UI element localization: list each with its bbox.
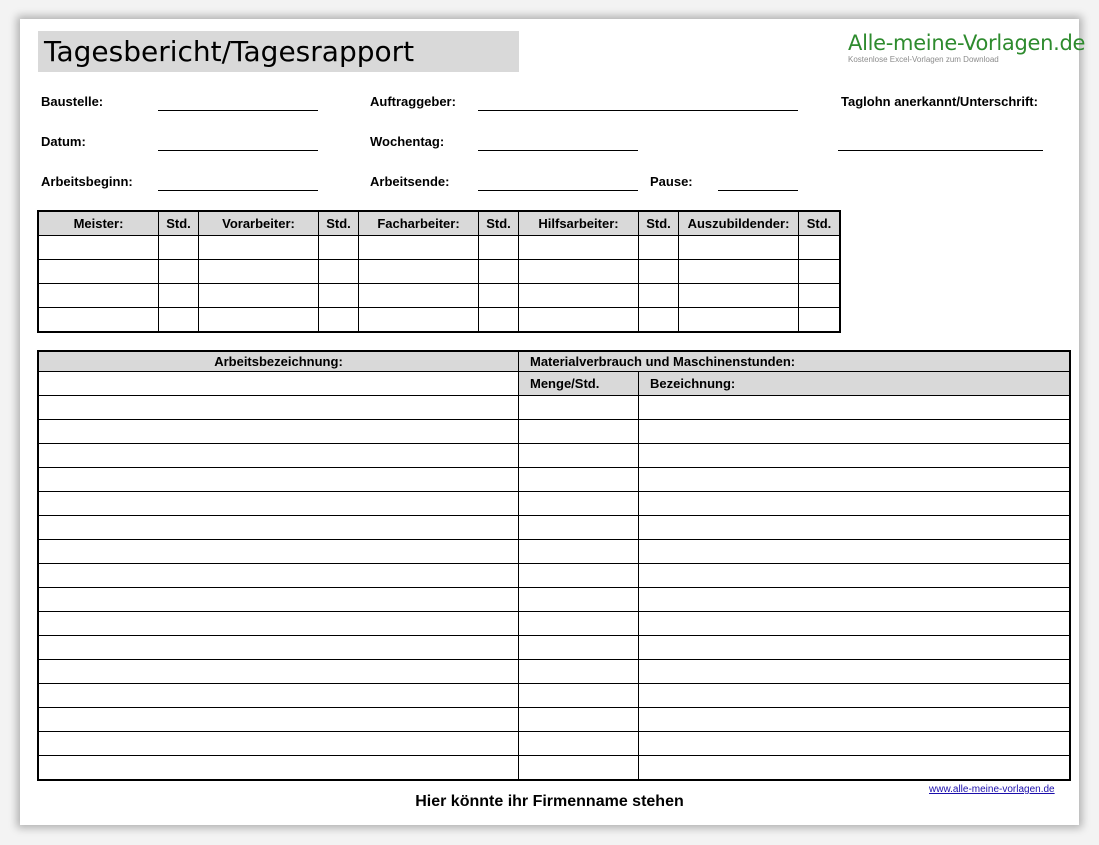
- work-cell[interactable]: [519, 732, 639, 756]
- staff-cell[interactable]: [319, 308, 359, 332]
- work-cell[interactable]: [39, 468, 519, 492]
- work-cell[interactable]: [639, 492, 1070, 516]
- staff-cell[interactable]: [39, 260, 159, 284]
- work-table: [38, 351, 1070, 780]
- work-cell[interactable]: [39, 444, 519, 468]
- work-cell[interactable]: [519, 612, 639, 636]
- pause-field[interactable]: [718, 190, 798, 191]
- work-cell[interactable]: [39, 420, 519, 444]
- work-cell[interactable]: [639, 540, 1070, 564]
- staff-cell[interactable]: [639, 260, 679, 284]
- work-row: [39, 636, 1070, 660]
- staff-header-cell: Hilfsarbeiter:: [519, 212, 639, 236]
- wochentag-field[interactable]: [478, 150, 638, 151]
- staff-cell[interactable]: [319, 260, 359, 284]
- staff-cell[interactable]: [319, 284, 359, 308]
- staff-header-row: [39, 212, 840, 236]
- staff-header-cell: Meister:: [39, 212, 159, 236]
- work-cell[interactable]: [519, 540, 639, 564]
- work-cell[interactable]: [39, 636, 519, 660]
- work-cell[interactable]: [519, 588, 639, 612]
- signature-field[interactable]: [838, 150, 1043, 151]
- staff-cell[interactable]: [639, 308, 679, 332]
- staff-cell[interactable]: [359, 308, 479, 332]
- work-row: [39, 660, 1070, 684]
- staff-cell[interactable]: [519, 308, 639, 332]
- work-row: [39, 468, 1070, 492]
- work-cell[interactable]: [519, 444, 639, 468]
- staff-row: [39, 260, 840, 284]
- work-row: [39, 540, 1070, 564]
- work-cell[interactable]: [639, 564, 1070, 588]
- datum-field[interactable]: [158, 150, 318, 151]
- staff-cell[interactable]: [359, 260, 479, 284]
- staff-cell[interactable]: [39, 308, 159, 332]
- work-cell[interactable]: [519, 420, 639, 444]
- staff-cell[interactable]: [679, 260, 799, 284]
- staff-cell[interactable]: [479, 236, 519, 260]
- staff-cell[interactable]: [39, 284, 159, 308]
- work-cell[interactable]: [39, 756, 519, 780]
- work-row: [39, 444, 1070, 468]
- staff-cell[interactable]: [799, 284, 840, 308]
- auftraggeber-label: Auftraggeber:: [370, 94, 456, 109]
- work-cell[interactable]: [639, 468, 1070, 492]
- work-cell[interactable]: [39, 588, 519, 612]
- work-cell[interactable]: [639, 660, 1070, 684]
- company-name: Hier könnte ihr Firmenname stehen: [415, 793, 684, 810]
- staff-header-cell: Std.: [159, 212, 199, 236]
- staff-cell[interactable]: [639, 284, 679, 308]
- staff-cell[interactable]: [199, 284, 319, 308]
- work-row: [39, 588, 1070, 612]
- staff-header-cell: Std.: [799, 212, 840, 236]
- baustelle-field[interactable]: [158, 110, 318, 111]
- staff-cell[interactable]: [679, 284, 799, 308]
- work-row: [39, 564, 1070, 588]
- work-cell[interactable]: [39, 660, 519, 684]
- work-cell[interactable]: [639, 516, 1070, 540]
- work-cell[interactable]: [639, 612, 1070, 636]
- work-cell[interactable]: [639, 756, 1070, 780]
- staff-cell[interactable]: [479, 260, 519, 284]
- work-cell[interactable]: [639, 708, 1070, 732]
- work-cell[interactable]: [519, 756, 639, 780]
- pause-label: Pause:: [650, 174, 693, 189]
- page-title: Tagesbericht/Tagesrapport: [44, 35, 415, 68]
- work-cell[interactable]: [39, 684, 519, 708]
- work-cell[interactable]: [39, 516, 519, 540]
- arbeitsbeginn-label: Arbeitsbeginn:: [41, 174, 133, 189]
- title-bar: [38, 31, 519, 72]
- staff-cell[interactable]: [199, 260, 319, 284]
- staff-cell[interactable]: [799, 260, 840, 284]
- brand-tagline: Kostenlose Excel-Vorlagen zum Download: [848, 55, 999, 64]
- work-description-cell[interactable]: [39, 372, 519, 396]
- work-cell[interactable]: [519, 492, 639, 516]
- work-row: [39, 492, 1070, 516]
- work-cell[interactable]: [39, 732, 519, 756]
- staff-cell[interactable]: [639, 236, 679, 260]
- staff-header-cell: Std.: [639, 212, 679, 236]
- staff-cell[interactable]: [519, 260, 639, 284]
- arbeitsbeginn-field[interactable]: [158, 190, 318, 191]
- work-cell[interactable]: [639, 732, 1070, 756]
- staff-cell[interactable]: [359, 236, 479, 260]
- work-cell[interactable]: [39, 540, 519, 564]
- work-cell[interactable]: [519, 468, 639, 492]
- work-cell[interactable]: [639, 420, 1070, 444]
- work-cell[interactable]: [639, 396, 1070, 420]
- work-cell[interactable]: [639, 444, 1070, 468]
- work-cell[interactable]: [519, 684, 639, 708]
- staff-cell[interactable]: [799, 236, 840, 260]
- staff-cell[interactable]: [519, 236, 639, 260]
- work-cell[interactable]: [39, 708, 519, 732]
- work-cell[interactable]: [39, 612, 519, 636]
- staff-cell[interactable]: [199, 236, 319, 260]
- wochentag-label: Wochentag:: [370, 134, 445, 149]
- staff-header-cell: Facharbeiter:: [359, 212, 479, 236]
- staff-row: [39, 236, 840, 260]
- work-cell[interactable]: [519, 396, 639, 420]
- arbeitsende-label: Arbeitsende:: [370, 174, 450, 189]
- work-row: [39, 756, 1070, 780]
- work-cell[interactable]: [639, 636, 1070, 660]
- staff-cell[interactable]: [39, 236, 159, 260]
- arbeitsende-field[interactable]: [478, 190, 638, 191]
- work-row: [39, 396, 1070, 420]
- work-cell[interactable]: [519, 708, 639, 732]
- work-cell[interactable]: [639, 684, 1070, 708]
- staff-cell[interactable]: [159, 236, 199, 260]
- work-cell[interactable]: [639, 588, 1070, 612]
- work-row: [39, 612, 1070, 636]
- staff-cell[interactable]: [679, 308, 799, 332]
- work-cell[interactable]: [39, 492, 519, 516]
- work-row: [39, 516, 1070, 540]
- staff-header-cell: Auszubildender:: [679, 212, 799, 236]
- staff-row: [39, 308, 840, 332]
- work-cell[interactable]: [519, 564, 639, 588]
- staff-cell[interactable]: [479, 284, 519, 308]
- staff-cell[interactable]: [159, 260, 199, 284]
- work-row: [39, 708, 1070, 732]
- staff-cell[interactable]: [199, 308, 319, 332]
- material-header: Materialverbrauch und Maschinenstunden:: [519, 352, 1070, 372]
- work-row: [39, 732, 1070, 756]
- staff-cell[interactable]: [319, 236, 359, 260]
- taglohn-label: Taglohn anerkannt/Unterschrift:: [841, 94, 1038, 109]
- work-row: [39, 420, 1070, 444]
- work-cell[interactable]: [39, 396, 519, 420]
- staff-cell[interactable]: [479, 308, 519, 332]
- work-cell[interactable]: [39, 564, 519, 588]
- work-cell[interactable]: [519, 636, 639, 660]
- staff-cell[interactable]: [799, 308, 840, 332]
- staff-cell[interactable]: [679, 236, 799, 260]
- website-link[interactable]: www.alle-meine-vorlagen.de: [929, 784, 1055, 795]
- staff-header-cell: Std.: [319, 212, 359, 236]
- arbeitsbezeichnung-header: Arbeitsbezeichnung:: [39, 352, 519, 372]
- work-cell[interactable]: [519, 660, 639, 684]
- staff-cell[interactable]: [159, 284, 199, 308]
- menge-header: Menge/Std.: [519, 372, 639, 396]
- brand-logo: Alle-meine-Vorlagen.de: [848, 31, 1086, 55]
- bezeichnung-header: Bezeichnung:: [639, 372, 1070, 396]
- staff-table: [38, 211, 840, 332]
- baustelle-label: Baustelle:: [41, 94, 104, 109]
- staff-header-cell: Std.: [479, 212, 519, 236]
- auftraggeber-field[interactable]: [478, 110, 798, 111]
- work-row: [39, 684, 1070, 708]
- staff-cell[interactable]: [519, 284, 639, 308]
- staff-cell[interactable]: [359, 284, 479, 308]
- work-cell[interactable]: [519, 516, 639, 540]
- staff-header-cell: Vorarbeiter:: [199, 212, 319, 236]
- datum-label: Datum:: [41, 134, 86, 149]
- staff-cell[interactable]: [159, 308, 199, 332]
- staff-row: [39, 284, 840, 308]
